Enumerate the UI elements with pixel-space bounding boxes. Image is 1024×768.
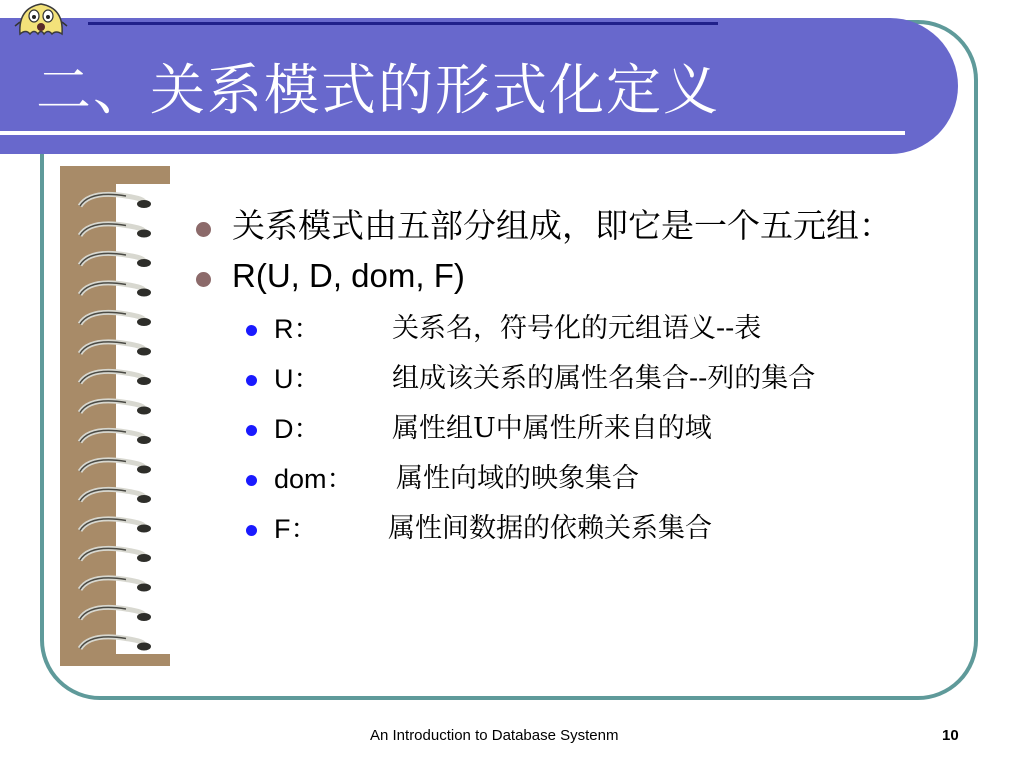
header-rule-bottom — [0, 131, 905, 135]
sub-item-u — [196, 361, 936, 411]
spiral-hole — [137, 584, 151, 592]
bullet-dot — [196, 222, 211, 237]
spiral-hole — [137, 407, 151, 415]
spiral-hole — [137, 466, 151, 474]
spiral-hole — [137, 436, 151, 444]
sub-item-term: R： — [274, 314, 321, 344]
spiral-hole — [137, 289, 151, 297]
spiral-hole — [137, 348, 151, 356]
sub-item-desc: 属性组U中属性所来自的域 — [392, 413, 712, 444]
spiral-hole — [137, 230, 151, 238]
sub-item-desc: 属性间数据的依赖关系集合 — [388, 513, 712, 544]
bullet-item — [196, 205, 936, 247]
header-rule-top — [88, 22, 718, 25]
sub-item-f — [196, 511, 936, 561]
sub-item-term: D： — [274, 414, 321, 444]
sub-item-dom — [196, 461, 936, 511]
sub-item-term: dom： — [274, 464, 354, 494]
spiral-hole — [137, 200, 151, 208]
page-number: 10 — [942, 727, 959, 744]
slide-title: 二、关系模式的形式化定义 — [36, 58, 721, 122]
sub-item-desc: 组成该关系的属性名集合--列的集合 — [392, 363, 816, 394]
sub-item-r — [196, 311, 936, 361]
spiral-hole — [137, 554, 151, 562]
spiral-hole — [137, 377, 151, 385]
sub-bullet-dot — [246, 525, 257, 536]
scared-face-icon — [14, 0, 68, 36]
spiral-hole — [137, 495, 151, 503]
spiral-hole — [137, 525, 151, 533]
spiral-hole — [137, 318, 151, 326]
spiral-binding — [60, 166, 170, 666]
spiral-hole — [137, 259, 151, 267]
spiral-hole — [137, 613, 151, 621]
bullet-item — [196, 255, 936, 297]
spiral-hole — [137, 643, 151, 651]
sub-item-desc: 属性向域的映象集合 — [396, 463, 639, 494]
sub-item-desc: 关系名，符号化的元组语义--表 — [392, 313, 762, 344]
slide-content — [196, 205, 936, 561]
bullet-text: R(U, D, dom, F) — [232, 257, 465, 294]
sub-item-term: U： — [274, 364, 321, 394]
sub-item-d — [196, 411, 936, 461]
sub-bullet-dot — [246, 325, 257, 336]
footer-text: An Introduction to Database Systenm — [370, 727, 619, 744]
bullet-dot — [196, 272, 211, 287]
sub-item-term: F： — [274, 514, 318, 544]
sub-bullet-dot — [246, 375, 257, 386]
sub-bullet-dot — [246, 425, 257, 436]
bullet-text: 关系模式由五部分组成，即它是一个五元组： — [232, 206, 892, 245]
sub-bullet-dot — [246, 475, 257, 486]
